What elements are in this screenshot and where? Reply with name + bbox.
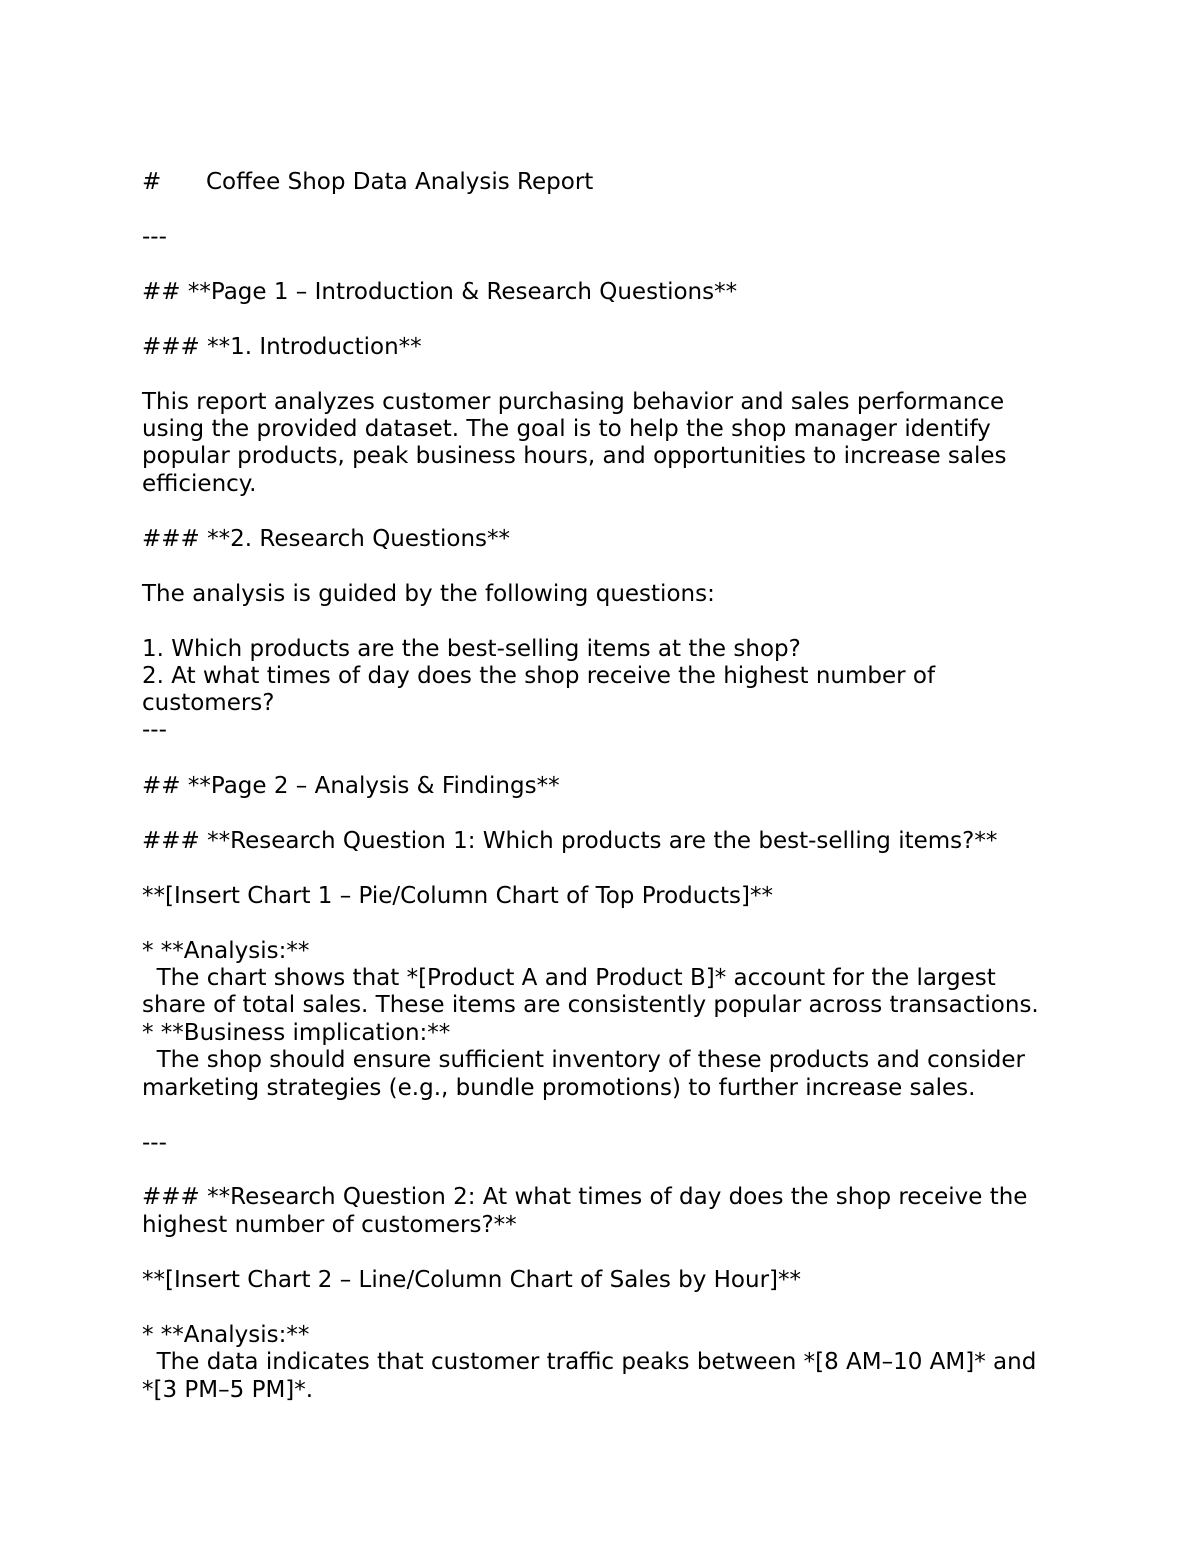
research-questions-intro: The analysis is guided by the following questions: (142, 581, 715, 607)
research-question-item: 1. Which products are the best-selling items at the shop? (142, 636, 801, 662)
rq2-heading: highest number of customers?** (142, 1212, 517, 1238)
rq1-body-line: marketing strategies (e.g., bundle promotions) to further increase sales. (142, 1075, 976, 1101)
intro-paragraph-line: popular products, peak business hours, and opportunities to increase sales (142, 443, 1007, 469)
rq2-body-line: * **Analysis:** (142, 1322, 310, 1348)
intro-paragraph-line: using the provided dataset. The goal is to help the shop manager identify (142, 416, 991, 442)
research-question-item: customers? (142, 690, 275, 716)
research-questions-heading: ### **2. Research Questions** (142, 526, 511, 552)
horizontal-rule-markdown: --- (142, 1130, 167, 1156)
page1-heading: ## **Page 1 – Introduction & Research Questions** (142, 279, 738, 305)
rq2-body-line: *[3 PM–5 PM]*. (142, 1377, 314, 1403)
title-marker: # (142, 169, 162, 195)
rq1-body-line: * **Business implication:** (142, 1020, 451, 1046)
page2-heading: ## **Page 2 – Analysis & Findings** (142, 773, 560, 799)
rq1-body-line: The chart shows that *[Product A and Product B]* account for the largest (142, 965, 996, 991)
horizontal-rule-markdown: --- (142, 224, 167, 250)
rq2-body-line: The data indicates that customer traffic peaks between *[8 AM–10 AM]* and (142, 1349, 1037, 1375)
rq1-heading: ### **Research Question 1: Which products are the best-selling items?** (142, 828, 998, 854)
rq1-body-line: The shop should ensure sufficient inventory of these products and consider (142, 1047, 1026, 1073)
horizontal-rule-markdown: --- (142, 717, 167, 743)
intro-paragraph-line: This report analyzes customer purchasing behavior and sales performance (142, 389, 1005, 415)
chart2-placeholder: **[Insert Chart 2 – Line/Column Chart of Sales by Hour]** (142, 1267, 802, 1293)
intro-paragraph-line: efficiency. (142, 471, 257, 497)
chart1-placeholder: **[Insert Chart 1 – Pie/Column Chart of Top Products]** (142, 883, 773, 909)
rq2-heading: ### **Research Question 2: At what times of day does the shop receive the (142, 1184, 1028, 1210)
document-title: Coffee Shop Data Analysis Report (206, 169, 594, 195)
rq1-body-line: share of total sales. These items are consistently popular across transactions. (142, 992, 1039, 1018)
rq1-body-line: * **Analysis:** (142, 938, 310, 964)
introduction-heading: ### **1. Introduction** (142, 334, 422, 360)
research-question-item: 2. At what times of day does the shop receive the highest number of (142, 663, 936, 689)
